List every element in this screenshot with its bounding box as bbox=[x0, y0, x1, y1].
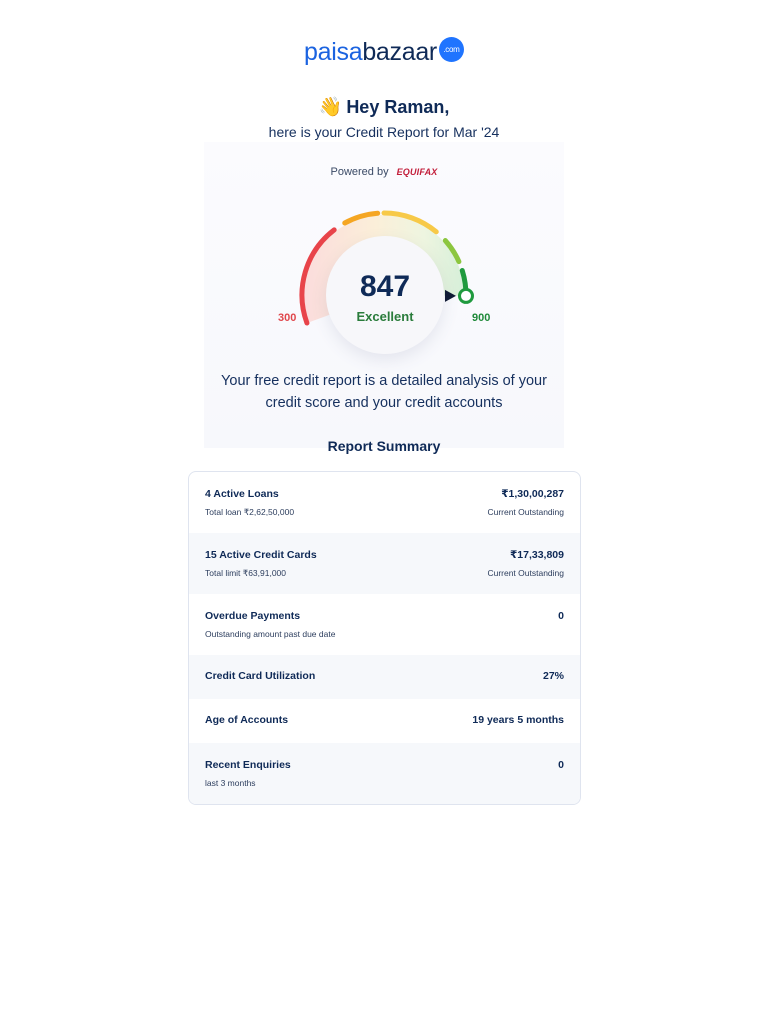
summary-row-recent-enquiries bbox=[189, 743, 580, 804]
powered-by-label: Powered by bbox=[330, 166, 389, 178]
summary-row-sub: Outstanding amount past due date bbox=[205, 629, 336, 639]
summary-row-sub: last 3 months bbox=[205, 778, 256, 788]
summary-row-sub: Total limit ₹63,91,000 bbox=[205, 568, 287, 578]
summary-row-overdue-payments bbox=[189, 594, 580, 655]
summary-row-value: 19 years 5 months bbox=[472, 714, 564, 726]
brand-logo bbox=[0, 38, 768, 67]
gauge-min-label: 300 bbox=[278, 312, 297, 324]
wave-emoji-icon: 👋 bbox=[318, 97, 343, 118]
report-summary-card bbox=[188, 471, 581, 805]
summary-row-value: 27% bbox=[542, 670, 564, 682]
summary-row-sub: Total loan ₹2,62,50,000 bbox=[205, 507, 295, 517]
summary-row-age-of-accounts bbox=[189, 699, 580, 743]
summary-row-value: ₹1,30,00,287 bbox=[501, 488, 564, 500]
summary-row-label: Age of Accounts bbox=[205, 714, 289, 726]
greeting bbox=[0, 95, 768, 119]
brand-badge: .com bbox=[439, 37, 464, 62]
powered-by bbox=[0, 166, 768, 178]
summary-row-active-credit-cards bbox=[189, 533, 580, 594]
score-circle bbox=[326, 236, 444, 354]
credit-score-rating: Excellent bbox=[356, 308, 414, 324]
brand-name-part2: bazaar bbox=[362, 38, 437, 66]
summary-row-label: 15 Active Credit Cards bbox=[205, 549, 317, 561]
brand-name-part1: paisa bbox=[304, 38, 363, 66]
summary-row-value-sub: Current Outstanding bbox=[487, 568, 564, 578]
greeting-text: Hey Raman, bbox=[346, 97, 450, 117]
report-subtitle: here is your Credit Report for Mar '24 bbox=[268, 124, 500, 140]
summary-row-label: Recent Enquiries bbox=[205, 759, 291, 771]
summary-title: Report Summary bbox=[327, 438, 441, 454]
gauge-marker-knob bbox=[459, 289, 472, 302]
summary-row-active-loans bbox=[189, 472, 580, 533]
summary-row-value: 0 bbox=[558, 759, 564, 771]
summary-row-value-sub: Current Outstanding bbox=[487, 507, 564, 517]
gauge-max-label: 900 bbox=[472, 312, 491, 324]
credit-score-value: 847 bbox=[359, 269, 411, 303]
summary-row-credit-card-utilization bbox=[189, 655, 580, 699]
report-description: Your free credit report is a detailed analysis of your credit score and your credit accounts bbox=[221, 373, 547, 411]
summary-row-label: 4 Active Loans bbox=[205, 488, 279, 500]
summary-row-value: ₹17,33,809 bbox=[509, 549, 564, 561]
summary-row-label: Credit Card Utilization bbox=[205, 670, 316, 682]
summary-row-label: Overdue Payments bbox=[205, 610, 301, 622]
summary-row-value: 0 bbox=[558, 610, 564, 622]
equifax-logo: EQUIFAX bbox=[396, 167, 438, 177]
